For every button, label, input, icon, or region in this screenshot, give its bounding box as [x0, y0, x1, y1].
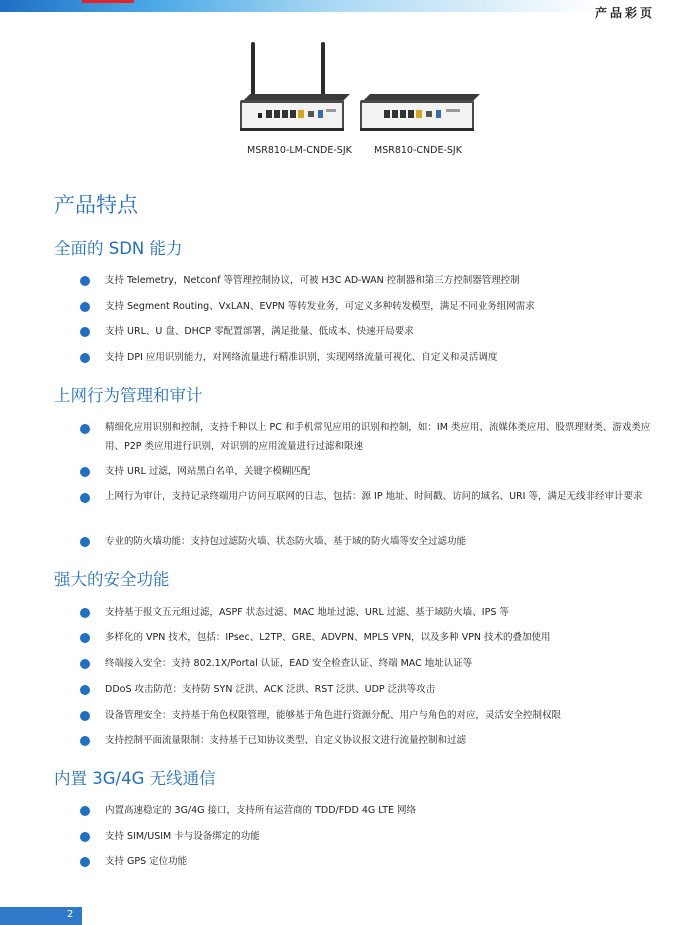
section-title-sdn: 全面的 SDN 能力 [54, 239, 183, 258]
list-item: 上网行为审计，支持记录终端用户访问互联网的日志，包括：源 IP 地址、时间戳、访问的域名、URI 等，满足无线非经审计要求 [105, 491, 643, 502]
device-msr810-lm-photo [240, 42, 350, 131]
list-item: 专业的防火墙功能：支持包过滤防火墙、状态防火墙、基于域的防火墙等安全过滤功能 [105, 536, 467, 547]
device-label-left: MSR810-LM-CNDE-SJK [247, 145, 352, 156]
list-item: 支持 DPI 应用识别能力，对网络流量进行精准识别，实现网络流量可视化、自定义和灵活调度 [105, 352, 498, 363]
bullet-icon [80, 659, 90, 669]
bullet-icon [80, 711, 90, 721]
bullet-icon [80, 276, 90, 286]
header-red-accent [82, 0, 134, 3]
list-item: 支持 Telemetry，Netconf 等管理控制协议，可被 H3C AD-WAN 控制器和第三方控制器管理控制 [105, 275, 520, 286]
list-item: 支持 URL、U 盘、DHCP 零配置部署，满足批量、低成本、快速开局要求 [105, 326, 414, 337]
list-item: 支持 SIM/USIM 卡与设备绑定的功能 [105, 831, 260, 842]
bullet-icon [80, 493, 90, 503]
page-number: 2 [67, 909, 74, 920]
bullet-icon [80, 832, 90, 842]
list-item: 多样化的 VPN 技术，包括：IPsec、L2TP、GRE、ADVPN、MPLS VPN，以及多种 VPN 技术的叠加使用 [105, 632, 551, 643]
list-item: 精细化应用识别和控制，支持千种以上 PC 和手机常见应用的识别和控制，如：IM 类应用、流媒体类应用、股票理财类、游戏类应用、P2P 类应用进行识别，对识别的应用流量进行过滤和限速 [105, 422, 651, 452]
list-item: 支持 URL 过滤，网站黑白名单，关键字模糊匹配 [105, 466, 311, 477]
section-title-security: 强大的安全功能 [54, 570, 170, 589]
list-item: 支持 Segment Routing、VxLAN、EVPN 等转发业务，可定义多种转发模型，满足不同业务组网需求 [105, 301, 535, 312]
bullet-icon [80, 633, 90, 643]
bullet-icon [80, 736, 90, 746]
list-item: 支持 GPS 定位功能 [105, 856, 188, 867]
device-msr810-photo [360, 94, 480, 131]
bullet-icon [80, 302, 90, 312]
header-bar [0, 0, 685, 14]
bullet-icon [80, 608, 90, 618]
bullet-icon [80, 467, 90, 477]
bullet-icon [80, 537, 90, 547]
list-item: 内置高速稳定的 3G/4G 接口，支持所有运营商的 TDD/FDD 4G LTE 网络 [105, 805, 417, 816]
bullet-icon [80, 857, 90, 867]
section-title-behavior-audit: 上网行为管理和审计 [54, 386, 203, 405]
bullet-icon [80, 424, 90, 434]
bullet-icon [80, 685, 90, 695]
page-title: 产品特点 [54, 193, 138, 217]
header-tag: 产品彩页 [594, 6, 655, 20]
product-photos [234, 40, 484, 140]
section-title-wireless: 内置 3G/4G 无线通信 [54, 769, 216, 788]
list-item: 支持控制平面流量限制：支持基于已知协议类型、自定义协议报文进行流量控制和过滤 [105, 735, 467, 746]
bullet-icon [80, 353, 90, 363]
list-item: 终端接入安全：支持 802.1X/Portal 认证，EAD 安全检查认证、终端 MAC 地址认证等 [105, 658, 473, 669]
device-label-right: MSR810-CNDE-SJK [374, 145, 462, 156]
list-item: DDoS 攻击防范：支持防 SYN 泛洪、ACK 泛洪、RST 泛洪、UDP 泛洪等攻击 [105, 684, 436, 695]
list-item: 设备管理安全：支持基于角色权限管理，能够基于角色进行资源分配、用户与角色的对应，灵活安全控制权限 [105, 710, 562, 721]
bullet-icon [80, 806, 90, 816]
list-item: 支持基于报文五元组过滤，ASPF 状态过滤、MAC 地址过滤、URL 过滤、基于域防火墙、IPS 等 [105, 607, 509, 618]
bullet-icon [80, 327, 90, 337]
